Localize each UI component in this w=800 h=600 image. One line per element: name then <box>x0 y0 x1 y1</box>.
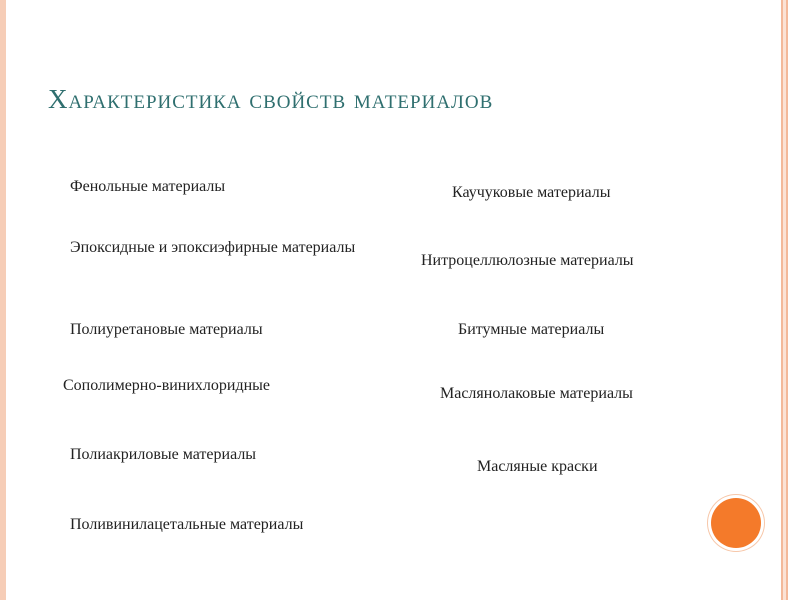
slide-title: Характеристика свойств материалов <box>48 84 494 114</box>
left-item-phenolic: Фенольные материалы <box>70 178 226 195</box>
right-item-nitrocellulose: Нитроцеллюлозные материалы <box>421 252 634 269</box>
right-item-bitumen: Битумные материалы <box>458 321 605 338</box>
right-item-oil-varnish: Маслянолаковые материалы <box>440 385 633 402</box>
left-item-polyacrylic: Полиакриловые материалы <box>70 446 257 463</box>
right-border-line-inner <box>786 0 788 600</box>
left-item-copolymer-vinylchloride: Сополимерно-винихлоридные <box>63 377 271 394</box>
left-border-decoration <box>0 0 6 600</box>
left-item-epoxy: Эпоксидные и эпоксиэфирные материалы <box>70 239 356 256</box>
orange-circle-decoration <box>711 498 761 548</box>
left-item-polyvinylacetal: Поливинилацетальные материалы <box>70 516 304 533</box>
right-border-line-outer <box>781 0 783 600</box>
right-item-oil-paints: Масляные краски <box>477 458 598 475</box>
right-item-rubber: Каучуковые материалы <box>452 184 611 201</box>
left-item-polyurethane: Полиуретановые материалы <box>70 321 263 338</box>
